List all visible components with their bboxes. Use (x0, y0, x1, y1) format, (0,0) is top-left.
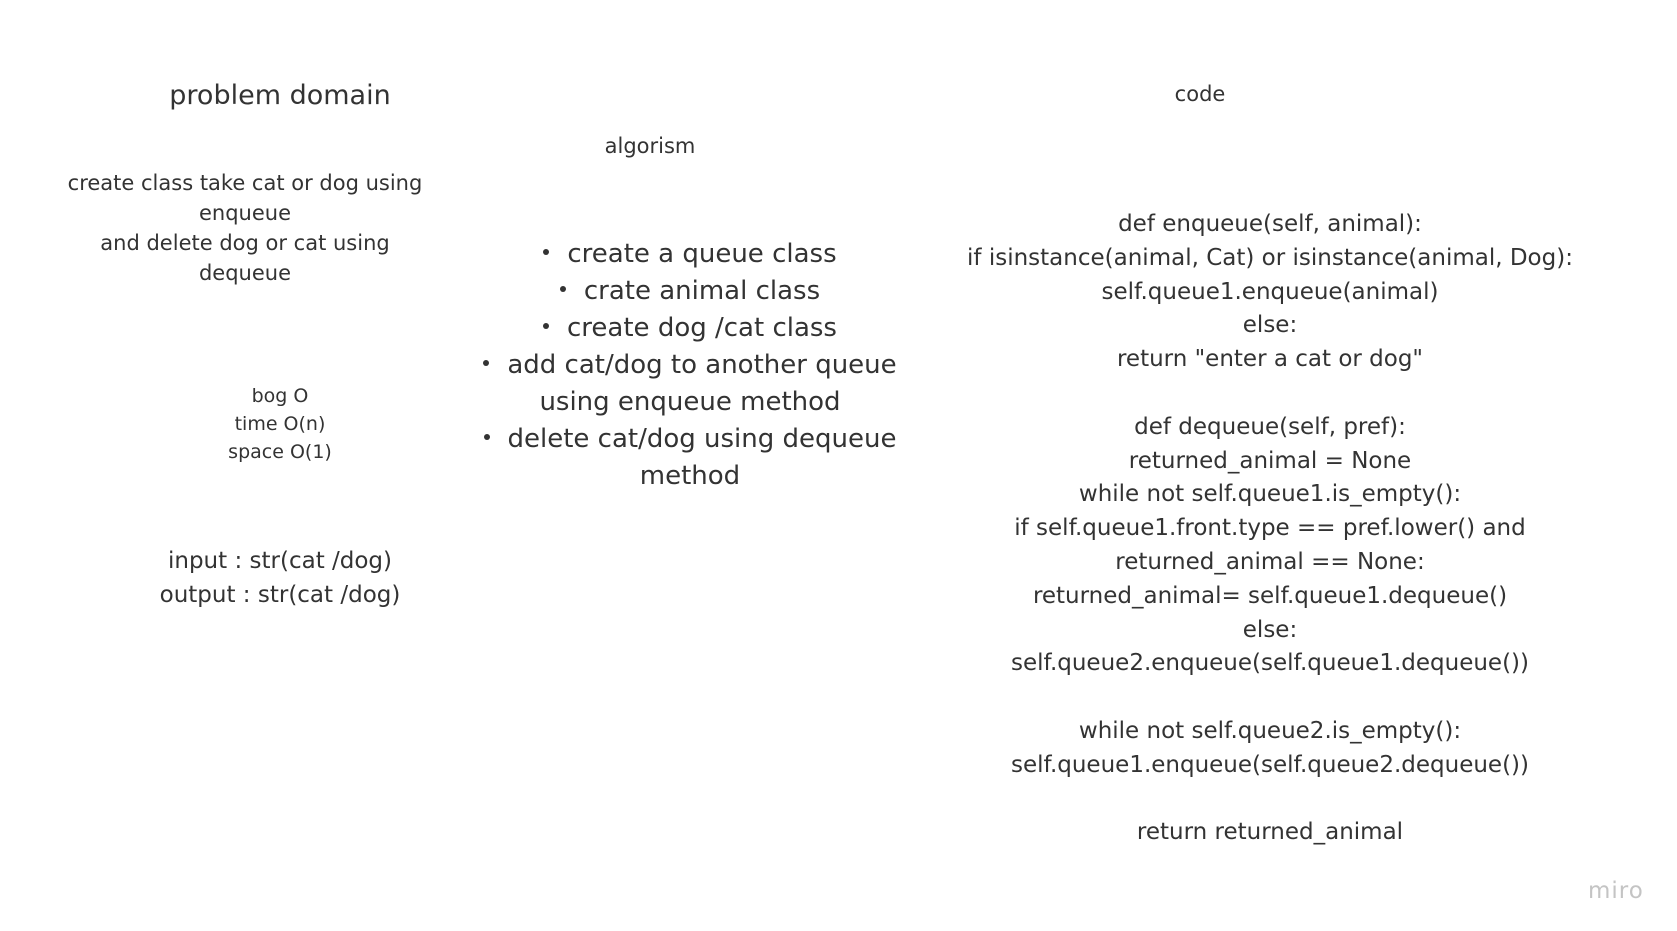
code-line (960, 783, 1580, 817)
code-line: else: (1242, 616, 1298, 643)
algorithm-step (470, 347, 910, 421)
code-line: returned_animal == None: (1115, 548, 1425, 575)
step-text: delete cat/dog using dequeue (507, 424, 897, 454)
step-text-continued: using enqueue method (539, 387, 841, 417)
step-text: create dog /cat class (567, 313, 837, 343)
output-line: output : str(cat /dog) (159, 582, 401, 608)
algorithm-list (470, 236, 910, 495)
code-line: self.queue1.enqueue(self.queue2.dequeue()) (1011, 751, 1529, 778)
code-line: self.queue2.enqueue(self.queue1.dequeue()) (1011, 650, 1529, 677)
bullet-icon (543, 323, 549, 329)
problem-domain-title: problem domain (169, 80, 391, 111)
bullet-icon (560, 286, 566, 292)
complexity-line: space O(1) (228, 441, 332, 463)
description-line: enqueue (198, 201, 292, 225)
algorithm-title: algorism (604, 134, 696, 158)
code-line: returned_animal = None (1128, 447, 1412, 474)
description-line: dequeue (198, 261, 292, 285)
miro-watermark: miro (1588, 878, 1644, 904)
code-line: def enqueue(self, animal): (1118, 211, 1422, 237)
step-text: add cat/dog to another queue (507, 350, 897, 380)
problem-domain-description (60, 168, 430, 288)
code-line: return returned_animal (1136, 819, 1404, 846)
code-line: if isinstance(animal, Cat) or isinstance(animal, Dog): (967, 244, 1573, 271)
bullet-icon (484, 434, 490, 440)
algorithm-step (470, 421, 910, 495)
code-line (960, 681, 1580, 715)
input-line: input : str(cat /dog) (167, 548, 393, 574)
complexity-line: bog O (251, 385, 309, 407)
input-output-note (140, 544, 420, 612)
code-line: if self.queue1.front.type == pref.lower() and (1014, 515, 1526, 542)
code-line: def dequeue(self, pref): (1134, 413, 1406, 440)
algorithm-step (470, 236, 910, 273)
code-title: code (1174, 82, 1226, 106)
bullet-icon (543, 249, 549, 255)
step-text: crate animal class (583, 276, 821, 306)
complexity-line: time O(n) (234, 413, 326, 435)
step-text: create a queue class (567, 239, 837, 269)
code-block (960, 208, 1580, 850)
algorithm-step (470, 273, 910, 310)
code-line: self.queue1.enqueue(animal) (1101, 278, 1439, 305)
code-line: returned_animal= self.queue1.dequeue() (1032, 582, 1508, 609)
complexity-note (180, 382, 380, 466)
code-line: while not self.queue2.is_empty(): (1078, 717, 1462, 744)
code-line: while not self.queue1.is_empty(): (1078, 481, 1462, 508)
code-line: return "enter a cat or dog" (1116, 346, 1424, 373)
description-line: create class take cat or dog using (67, 171, 423, 195)
code-line (960, 377, 1580, 411)
bullet-icon (483, 360, 489, 366)
algorithm-step (470, 310, 910, 347)
code-line: else: (1242, 312, 1298, 339)
description-line: and delete dog or cat using (100, 231, 390, 255)
step-text-continued: method (639, 461, 741, 491)
